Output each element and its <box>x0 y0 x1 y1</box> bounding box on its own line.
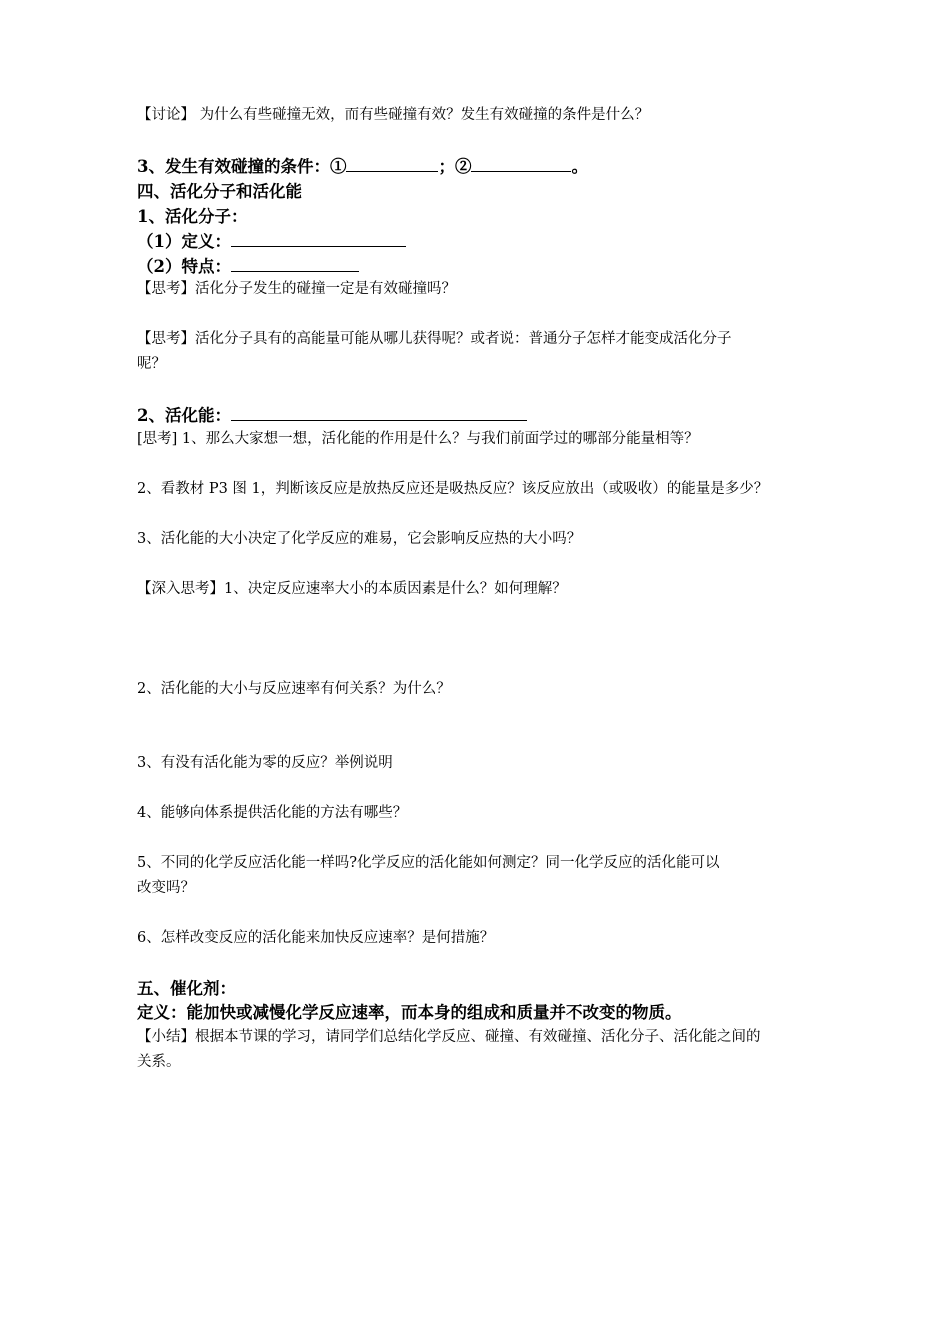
activation-energy-line <box>137 402 527 426</box>
subsection-activated-molecule: 1、活化分子： <box>137 207 248 226</box>
deep-think-4: 4、能够向体系提供活化能的方法有哪些？ <box>137 805 408 821</box>
think-question-2: 【思考】活化分子具有的高能量可能从哪儿获得呢？或者说：普通分子怎样才能变成活化分子 <box>137 331 732 347</box>
section-4-heading: 四、活化分子和活化能 <box>137 182 302 201</box>
think-item-1: [思考] 1、那么大家想一想，活化能的作用是什么？与我们前面学过的哪部分能量相等？ <box>137 431 699 447</box>
blank-feature[interactable] <box>231 256 359 272</box>
summary-line: 【小结】根据本节课的学习，请同学们总结化学反应、碰撞、有效碰撞、活化分子、活化能之间的 <box>137 1029 761 1045</box>
effective-collision-conditions <box>137 153 588 177</box>
definition-label: （1）定义： <box>137 232 231 251</box>
deep-think-3: 3、有没有活化能为零的反应？举例说明 <box>137 755 393 771</box>
definition-line <box>137 228 406 252</box>
summary-line-cont: 关系。 <box>137 1054 181 1070</box>
think-item-2: 2、看教材 P3 图 1，判断该反应是放热反应还是吸热反应？该反应放出（或吸收）的能量是多少？ <box>137 481 769 497</box>
deep-think-5-cont: 改变吗？ <box>137 880 195 896</box>
activation-energy-label: 2、活化能： <box>137 406 231 425</box>
blank-definition[interactable] <box>231 231 406 247</box>
feature-line <box>137 253 359 277</box>
think-question-2-cont: 呢？ <box>137 356 166 372</box>
discussion-prompt: 【讨论】 为什么有些碰撞无效，而有些碰撞有效？发生有效碰撞的条件是什么？ <box>137 107 650 123</box>
conditions-label: 3、发生有效碰撞的条件：① <box>137 157 347 176</box>
conditions-end: 。 <box>571 157 588 176</box>
catalyst-definition: 定义：能加快或减慢化学反应速率，而本身的组成和质量并不改变的物质。 <box>137 1003 682 1022</box>
conditions-separator: ；② <box>438 157 472 176</box>
deep-think-6: 6、怎样改变反应的活化能来加快反应速率？是何措施？ <box>137 930 495 946</box>
section-5-heading: 五、催化剂： <box>137 979 236 998</box>
deep-think-5: 5、不同的化学反应活化能一样吗?化学反应的活化能如何测定？同一化学反应的活化能可以 <box>137 855 720 871</box>
deep-think-1: 【深入思考】1、决定反应速率大小的本质因素是什么？如何理解？ <box>137 581 567 597</box>
think-item-3: 3、活化能的大小决定了化学反应的难易，它会影响反应热的大小吗？ <box>137 531 582 547</box>
think-question-1: 【思考】活化分子发生的碰撞一定是有效碰撞吗？ <box>137 281 456 297</box>
blank-activation-energy[interactable] <box>231 405 527 421</box>
feature-label: （2）特点： <box>137 257 231 276</box>
blank-condition-1[interactable] <box>346 156 438 172</box>
deep-think-2: 2、活化能的大小与反应速率有何关系？为什么？ <box>137 681 451 697</box>
blank-condition-2[interactable] <box>471 156 571 172</box>
